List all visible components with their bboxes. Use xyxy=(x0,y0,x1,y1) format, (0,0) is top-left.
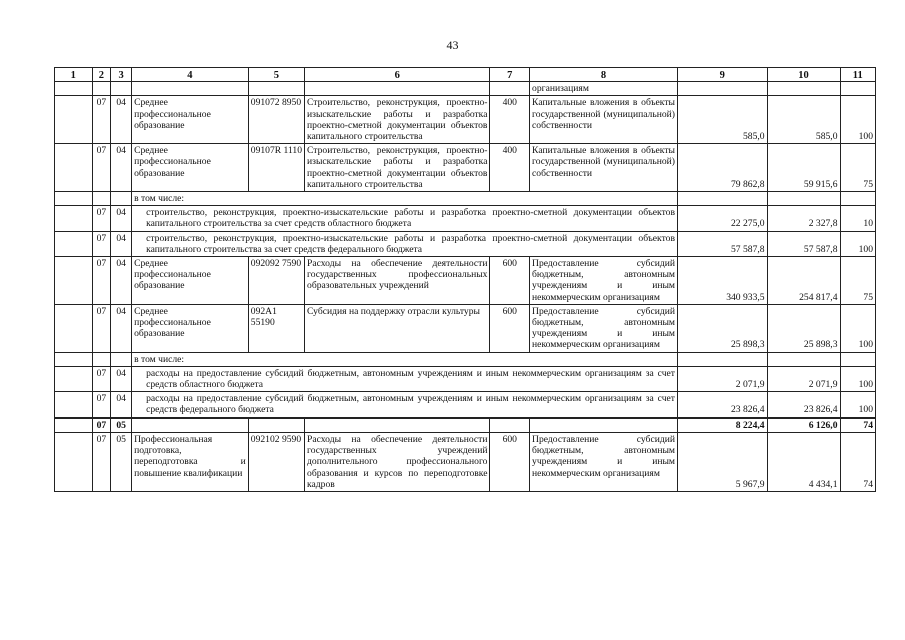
cell-subsection: 04 xyxy=(111,366,132,391)
cell-subsection: 05 xyxy=(111,432,132,491)
header-cell: 2 xyxy=(92,68,111,82)
cell-plan: 585,0 xyxy=(677,96,767,144)
cell-subsection: 04 xyxy=(111,206,132,231)
subtotal-row xyxy=(55,418,876,433)
cell-plan: 79 862,8 xyxy=(677,144,767,192)
header-cell: 3 xyxy=(111,68,132,82)
cell-type-code: 600 xyxy=(490,432,530,491)
cell-plan: 25 898,3 xyxy=(677,304,767,352)
cell-type-description: Капитальные вложения в объекты государственной (муниципальной) собственности xyxy=(530,96,678,144)
cell-subsection: 04 xyxy=(111,96,132,144)
cell-subsection: 04 xyxy=(111,257,132,305)
table-row xyxy=(55,144,876,192)
cell-section: 07 xyxy=(92,304,111,352)
cell-actual: 2 327,8 xyxy=(767,206,840,231)
cell-actual: 57 587,8 xyxy=(767,231,840,256)
table-row xyxy=(55,392,876,418)
table-row xyxy=(55,231,876,256)
cell-type-description: Предоставление субсидий бюджетным, автономным учреждениям и иным некоммерческим организациям xyxy=(530,257,678,305)
cell-actual: 254 817,4 xyxy=(767,257,840,305)
cell-name: Среднее профессиональное образование xyxy=(132,96,249,144)
header-cell: 7 xyxy=(490,68,530,82)
cell-section: 07 xyxy=(92,96,111,144)
cell-type-description: Капитальные вложения в объекты государственной (муниципальной) собственности xyxy=(530,144,678,192)
cell-target-code: 092A1 55190 xyxy=(248,304,304,352)
cell-sub-description: строительство, реконструкция, проектно-изыскательские работы и разработка проектно-сметной документации объектов капитального строительства за счет средств областного бюджета xyxy=(132,206,678,231)
cell-type-description: Предоставление субсидий бюджетным, автономным учреждениям и иным некоммерческим организациям xyxy=(530,432,678,491)
cell-description: Субсидия на поддержку отрасли культуры xyxy=(305,304,490,352)
cell-plan: 22 275,0 xyxy=(677,206,767,231)
cell-percent: 75 xyxy=(840,144,876,192)
cell-plan: 5 967,9 xyxy=(677,432,767,491)
cell-plan: 57 587,8 xyxy=(677,231,767,256)
cell-plan: 23 826,4 xyxy=(677,392,767,418)
cell-sub-description: расходы на предоставление субсидий бюджетным, автономным учреждениям и иным некоммерческим организациям за счет средств федерального бюджета xyxy=(132,392,678,418)
table-row xyxy=(55,96,876,144)
header-cell: 11 xyxy=(840,68,876,82)
cell-description: Строительство, реконструкция, проектно-изыскательские работы и разработка проектно-сметной документации объектов капитального строительства xyxy=(305,96,490,144)
cell-target-code: 09107R 1110 xyxy=(248,144,304,192)
cell-section: 07 xyxy=(92,206,111,231)
cell-name: Среднее профессиональное образование xyxy=(132,144,249,192)
page-number: 43 xyxy=(446,38,459,52)
header-cell: 4 xyxy=(132,68,249,82)
table-row xyxy=(55,304,876,352)
budget-table xyxy=(54,67,876,492)
cell-description: Расходы на обеспечение деятельности государственных учреждений дополнительного профессионального образования и курсов по переподготовке кадров xyxy=(305,432,490,491)
cell-subsection: 05 xyxy=(111,418,132,433)
cell-actual: 2 071,9 xyxy=(767,366,840,391)
table-row xyxy=(55,432,876,491)
cell-type-code: 600 xyxy=(490,304,530,352)
header-cell: 8 xyxy=(530,68,678,82)
cell-subsection: 04 xyxy=(111,304,132,352)
cell-actual: 585,0 xyxy=(767,96,840,144)
cell-section: 07 xyxy=(92,418,111,433)
cell-type-code: 600 xyxy=(490,257,530,305)
cell-type-code: 400 xyxy=(490,144,530,192)
header-cell: 10 xyxy=(767,68,840,82)
table-row xyxy=(55,352,876,366)
cell-section: 07 xyxy=(92,366,111,391)
cell-target-code: 092102 9590 xyxy=(248,432,304,491)
cell-actual: 59 915,6 xyxy=(767,144,840,192)
cell-actual: 6 126,0 xyxy=(767,418,840,433)
cell-section: 07 xyxy=(92,432,111,491)
cell-subsection: 04 xyxy=(111,392,132,418)
header-cell: 9 xyxy=(677,68,767,82)
table-row xyxy=(55,192,876,206)
cell-subsection: 04 xyxy=(111,231,132,256)
cell-actual: 25 898,3 xyxy=(767,304,840,352)
cell-name: Среднее профессиональное образование xyxy=(132,304,249,352)
cell-percent: 100 xyxy=(840,304,876,352)
cell-percent: 100 xyxy=(840,366,876,391)
cell-section: 07 xyxy=(92,231,111,256)
including-label: в том числе: xyxy=(132,352,678,366)
cell-percent: 100 xyxy=(840,231,876,256)
cell-plan: 8 224,4 xyxy=(677,418,767,433)
cell-plan: 340 933,5 xyxy=(677,257,767,305)
cell-type-description: Предоставление субсидий бюджетным, автономным учреждениям и иным некоммерческим организациям xyxy=(530,304,678,352)
cell-type-description: организациям xyxy=(530,82,678,96)
table-row xyxy=(55,82,876,96)
cell-section: 07 xyxy=(92,392,111,418)
cell-type-code: 400 xyxy=(490,96,530,144)
table-row xyxy=(55,257,876,305)
table-row xyxy=(55,366,876,391)
cell-actual: 23 826,4 xyxy=(767,392,840,418)
header-cell: 6 xyxy=(305,68,490,82)
table-row xyxy=(55,206,876,231)
cell-section: 07 xyxy=(92,257,111,305)
cell-name: Среднее профессиональное образование xyxy=(132,257,249,305)
cell-percent: 100 xyxy=(840,96,876,144)
including-label: в том числе: xyxy=(132,192,678,206)
cell-percent: 74 xyxy=(840,432,876,491)
cell-plan: 2 071,9 xyxy=(677,366,767,391)
cell-name: Профессиональная подготовка, переподготовка и повышение квалификации xyxy=(132,432,249,491)
header-cell: 1 xyxy=(55,68,93,82)
header-cell: 5 xyxy=(248,68,304,82)
cell-section: 07 xyxy=(92,144,111,192)
header-row xyxy=(55,68,876,82)
cell-percent: 75 xyxy=(840,257,876,305)
cell-percent: 74 xyxy=(840,418,876,433)
cell-sub-description: строительство, реконструкция, проектно-изыскательские работы и разработка проектно-сметной документации объектов капитального строительства за счет средств федерального бюджета xyxy=(132,231,678,256)
cell-subsection: 04 xyxy=(111,144,132,192)
cell-percent: 10 xyxy=(840,206,876,231)
cell-description: Расходы на обеспечение деятельности государственных профессиональных образовательных учреждений xyxy=(305,257,490,305)
cell-description: Строительство, реконструкция, проектно-изыскательские работы и разработка проектно-сметной документации объектов капитального строительства xyxy=(305,144,490,192)
cell-actual: 4 434,1 xyxy=(767,432,840,491)
cell-sub-description: расходы на предоставление субсидий бюджетным, автономным учреждениям и иным некоммерческим организациям за счет средств областного бюджета xyxy=(132,366,678,391)
cell-target-code: 092092 7590 xyxy=(248,257,304,305)
cell-target-code: 091072 8950 xyxy=(248,96,304,144)
cell-percent: 100 xyxy=(840,392,876,418)
